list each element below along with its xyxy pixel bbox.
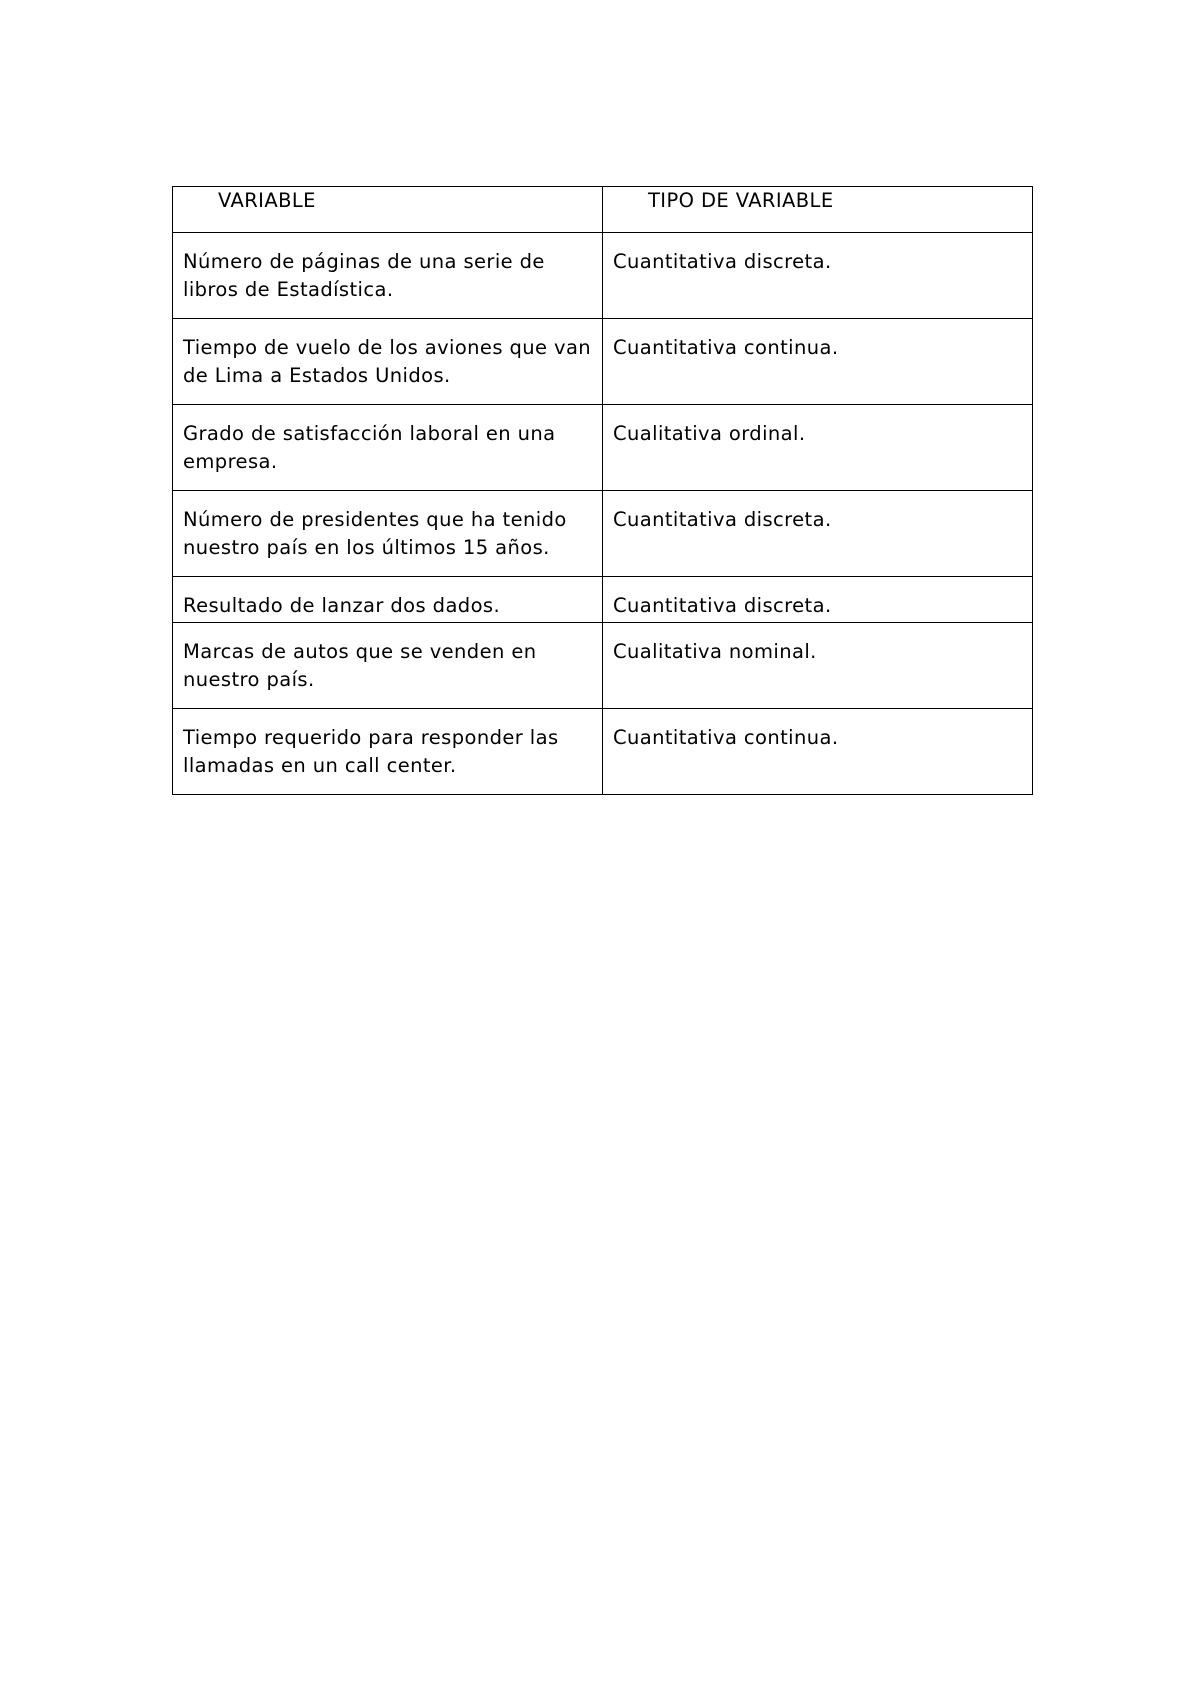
table-row [173,233,1033,319]
cell-tipo: Cualitativa nominal. [603,623,1033,709]
table-row [173,491,1033,577]
table-row [173,405,1033,491]
cell-tipo: Cuantitativa discreta. [603,233,1033,319]
header-tipo-de-variable: TIPO DE VARIABLE [603,187,1033,233]
table-header-row [173,187,1033,233]
cell-tipo: Cuantitativa continua. [603,319,1033,405]
variables-table [172,186,1033,795]
table-row [173,319,1033,405]
cell-variable: Resultado de lanzar dos dados. [173,577,603,623]
table-row [173,623,1033,709]
cell-tipo: Cualitativa ordinal. [603,405,1033,491]
cell-tipo: Cuantitativa continua. [603,709,1033,795]
table-row [173,577,1033,623]
cell-tipo: Cuantitativa discreta. [603,491,1033,577]
header-variable: VARIABLE [173,187,603,233]
cell-variable: Grado de satisfacción laboral en una empresa. [173,405,603,491]
cell-variable: Tiempo de vuelo de los aviones que van de Lima a Estados Unidos. [173,319,603,405]
cell-tipo: Cuantitativa discreta. [603,577,1033,623]
cell-variable: Marcas de autos que se venden en nuestro país. [173,623,603,709]
table-row [173,709,1033,795]
cell-variable: Número de páginas de una serie de libros de Estadística. [173,233,603,319]
cell-variable: Número de presidentes que ha tenido nuestro país en los últimos 15 años. [173,491,603,577]
cell-variable: Tiempo requerido para responder las llamadas en un call center. [173,709,603,795]
